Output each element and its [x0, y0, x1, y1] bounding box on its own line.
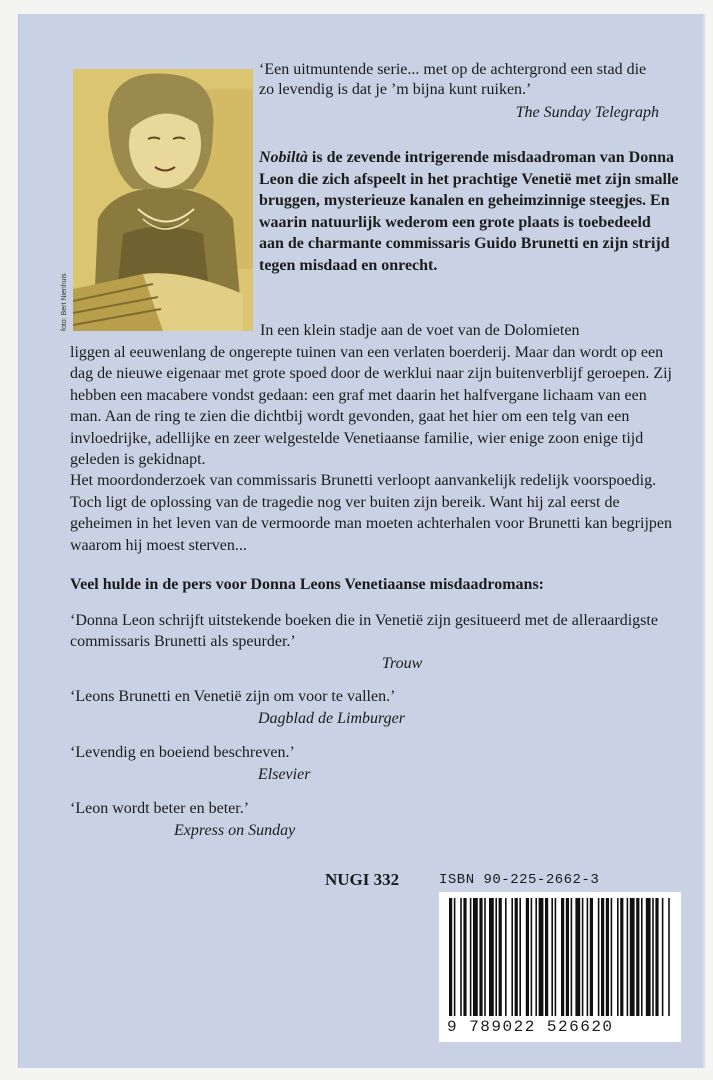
synopsis-first-line: In een klein stadje aan de voet van de Dolomieten — [260, 322, 580, 339]
barcode-bar — [620, 898, 623, 1016]
photo-credit: foto: Bert Nienhuis — [61, 273, 68, 331]
barcode-digits: 9 789022 526620 — [447, 1018, 614, 1036]
review-3-text: ‘Levendig en boeiend beschreven.’ — [70, 744, 295, 761]
review-3-source: Elsevier — [258, 766, 311, 783]
barcode-bar — [539, 898, 544, 1016]
barcode-bar — [611, 898, 613, 1016]
barcode-bar — [630, 898, 635, 1016]
barcode-bar — [566, 898, 569, 1016]
barcode-bar — [646, 898, 651, 1016]
author-photo — [73, 69, 253, 331]
review-1 — [70, 610, 690, 674]
barcode-bar — [606, 898, 609, 1016]
review-1-text: ‘Donna Leon schrijft uitstekende boeken die in Venetië zijn gesitueerd met de alleraardigste commissaris Brunetti als speurder.’ — [70, 612, 658, 650]
barcode-bar — [505, 898, 507, 1016]
barcode-bar — [499, 898, 502, 1016]
barcode-bar — [617, 898, 619, 1016]
barcode-bar — [662, 898, 664, 1016]
barcode-bar — [479, 898, 482, 1016]
synopsis-paragraph-2: Het moordonderzoek van commissaris Brunetti verloopt aanvankelijk redelijk voorspoedig. Toch ligt de oplossing van de tragedie nog ver buiten zijn bereik. Want hij zal eerst de geheimen in het leven van de vermoorde man moeten achterhalen voor Brunetti kan begrijpen waarom hij moest sterven... — [70, 472, 672, 554]
review-3 — [70, 742, 690, 785]
barcode-bar — [531, 898, 533, 1016]
barcode-bar — [454, 898, 456, 1016]
barcode-bar — [470, 898, 472, 1016]
barcode-bar — [489, 898, 494, 1016]
lead-paragraph — [259, 147, 679, 276]
top-quote-source: The Sunday Telegraph — [515, 104, 659, 121]
barcode-bar — [582, 898, 584, 1016]
review-2 — [70, 686, 690, 729]
barcode-bars — [447, 898, 673, 1018]
praise-heading: Veel hulde in de pers voor Donna Leons Venetiaanse misdaadromans: — [70, 576, 544, 593]
barcode-bar — [473, 898, 478, 1016]
barcode-bar — [668, 898, 670, 1016]
book-title: Nobiltà — [259, 149, 308, 166]
barcode — [439, 892, 681, 1042]
barcode-bar — [590, 898, 593, 1016]
barcode-bar — [526, 898, 529, 1016]
lead-text: is de zevende intrigerende misdaadroman van Donna Leon die zich afspeelt in het prachtige Venetië met zijn smalle bruggen, mysterieuze kanalen en geheimzinnige steegjes. En waarin natuurlijk wederom een grote plaats is toebedeeld aan de charmante commissaris Guido Brunetti en zijn strijd tegen misdaad en onrecht. — [259, 149, 679, 274]
synopsis-rest: liggen al eeuwenlang de ongerepte tuinen van een verlaten boerderij. Maar dan wordt op een dag de nieuwe eigenaar met grote spoed door de werklui naar zijn buitenverblijf geroepen. Zij hebben een macabere vondst gedaan: een graf met daarin het halfvergane lichaam van een man. Aan de ring te zien die dichtbij wordt gevonden, gaat het hier om een telg van een invloedrijke, adellijke en zeer welgestelde Venetiaanse familie, wier enige zoon enige tijd geleden is gekidnapt. — [70, 343, 672, 468]
review-4-source: Express on Sunday — [174, 822, 296, 839]
barcode-bar — [555, 898, 557, 1016]
barcode-bar — [601, 898, 604, 1016]
barcode-bar — [598, 898, 600, 1016]
author-photo-block — [63, 69, 253, 331]
synopsis-paragraph-1 — [70, 320, 680, 471]
review-2-source: Dagblad de Limburger — [258, 710, 405, 727]
nugi-code: NUGI 332 — [325, 870, 400, 889]
author-portrait-image — [73, 69, 253, 331]
review-1-source: Trouw — [382, 655, 423, 672]
barcode-bar — [655, 898, 658, 1016]
barcode-bar — [561, 898, 564, 1016]
barcode-bar — [545, 898, 548, 1016]
barcode-bar — [652, 898, 654, 1016]
isbn-number: ISBN 90-225-2662-3 — [439, 872, 600, 888]
barcode-bar — [484, 898, 486, 1016]
barcode-bar — [575, 898, 580, 1016]
top-quote-text: ‘Een uitmuntende serie... met op de achtergrond een stad die zo levendig is dat je ’m bijna kunt ruiken.’ — [259, 61, 647, 98]
review-4 — [70, 798, 690, 841]
barcode-bar — [551, 898, 553, 1016]
barcode-bar — [636, 898, 639, 1016]
barcode-bar — [641, 898, 643, 1016]
barcode-bar — [535, 898, 537, 1016]
book-back-cover — [18, 14, 705, 1068]
barcode-bar — [511, 898, 513, 1016]
review-4-text: ‘Leon wordt beter en beter.’ — [70, 800, 250, 817]
barcode-bar — [463, 898, 466, 1016]
barcode-bar — [519, 898, 521, 1016]
review-2-text: ‘Leons Brunetti en Venetië zijn om voor te vallen.’ — [70, 688, 396, 705]
top-quote — [259, 60, 659, 123]
barcode-bar — [449, 898, 452, 1016]
barcode-bar — [495, 898, 497, 1016]
barcode-bar — [627, 898, 629, 1016]
barcode-bar — [571, 898, 573, 1016]
barcode-bar — [515, 898, 518, 1016]
barcode-bar — [460, 898, 462, 1016]
barcode-bar — [587, 898, 589, 1016]
